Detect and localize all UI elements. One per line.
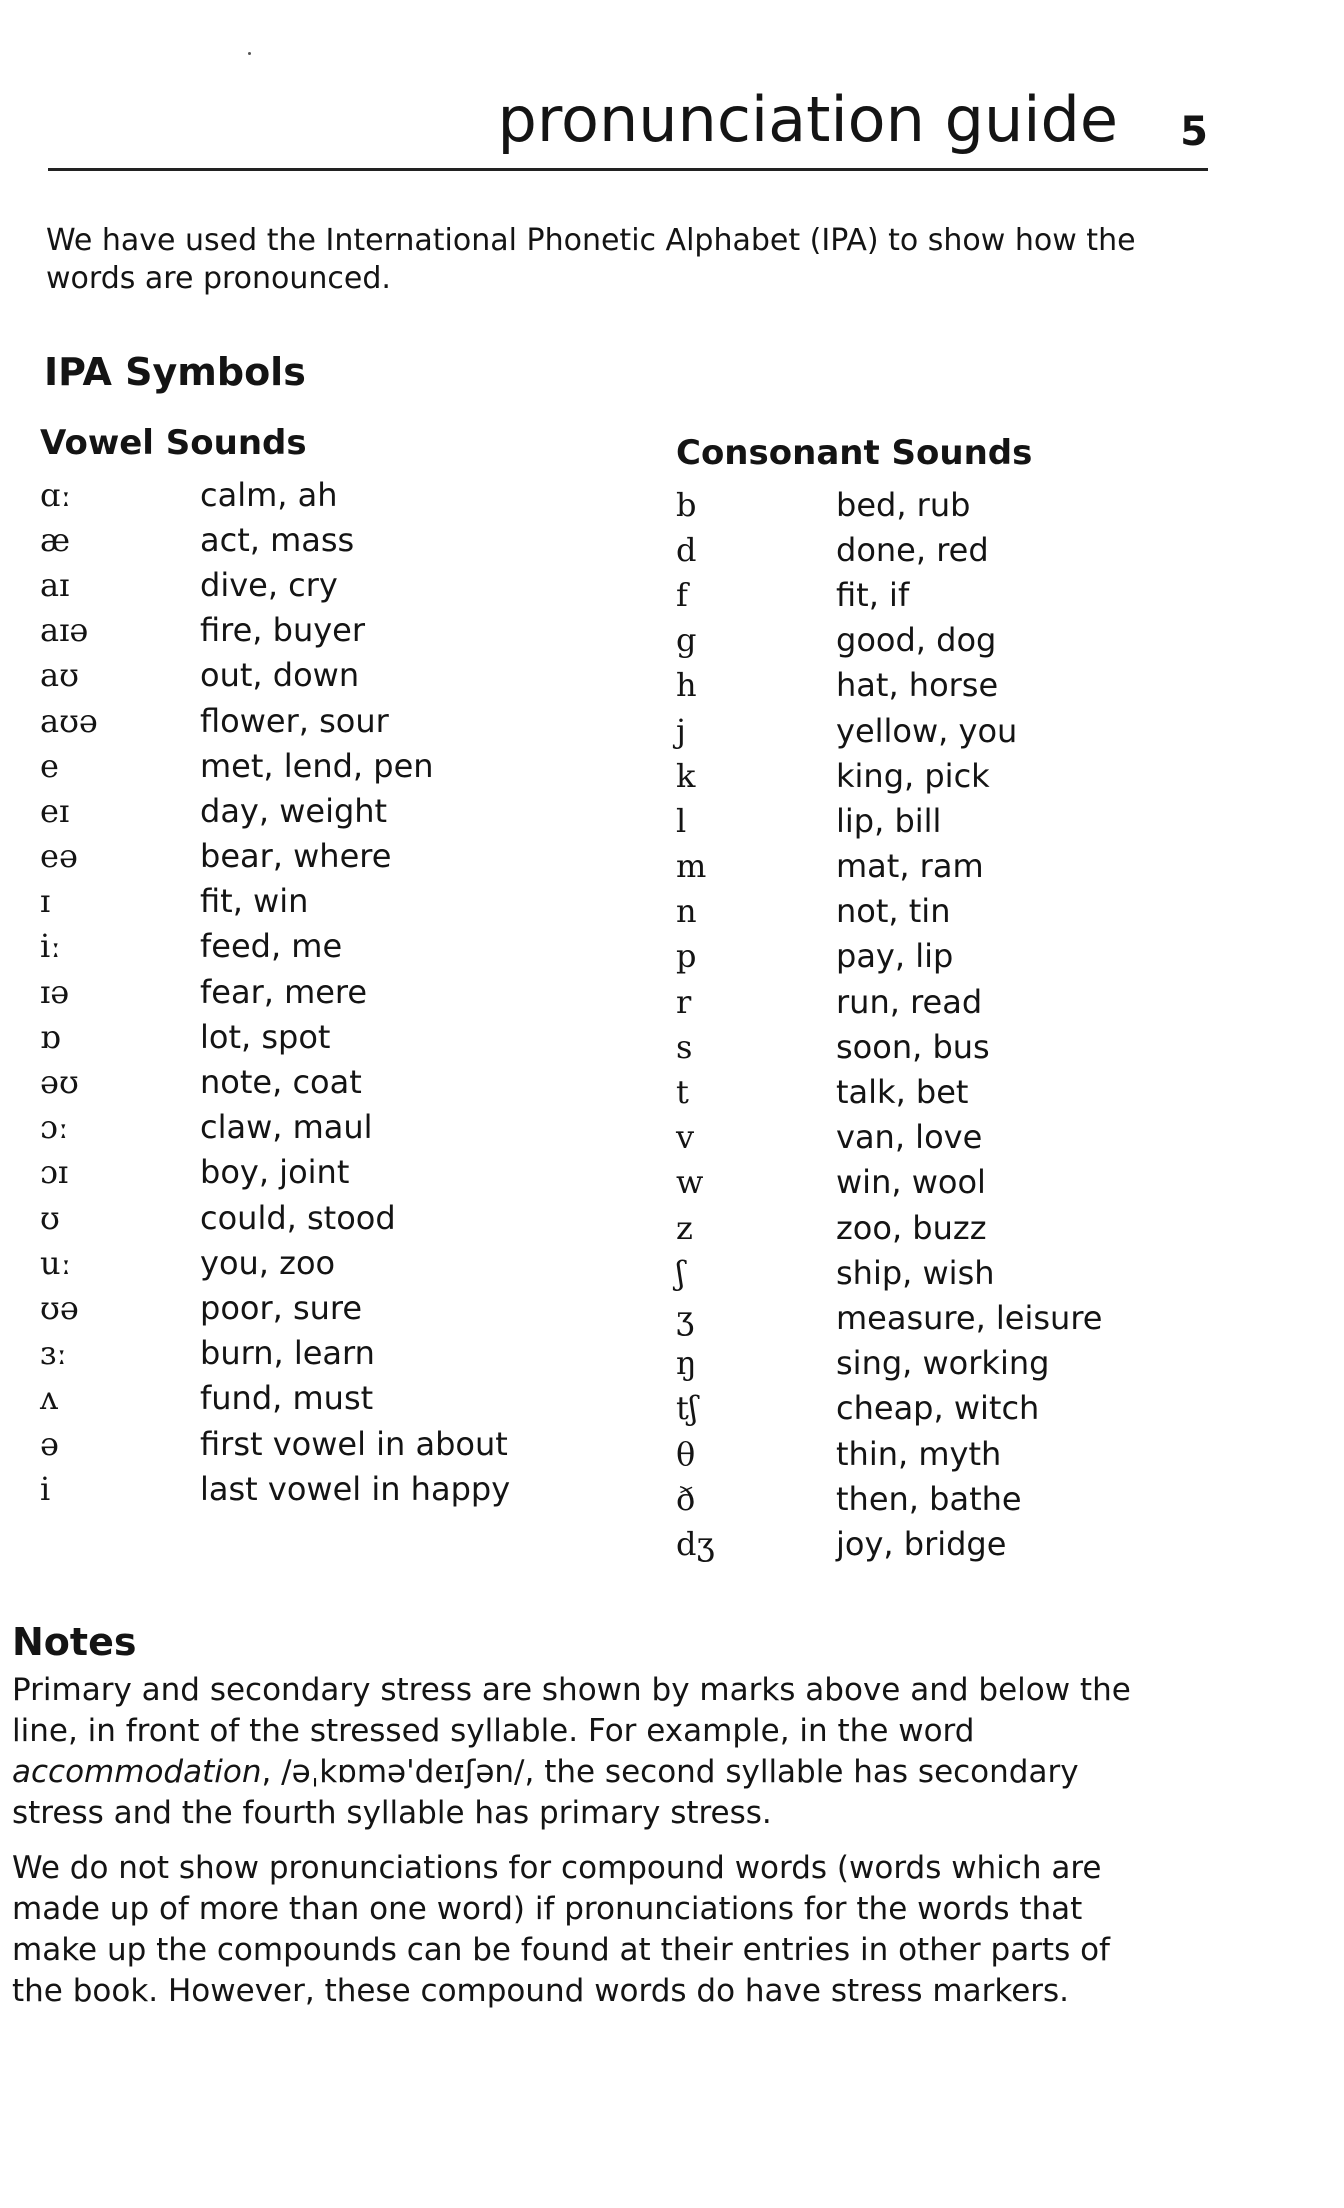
example-words: fear, mere xyxy=(200,972,368,1011)
ipa-row xyxy=(40,517,600,562)
example-words: bed, rub xyxy=(836,485,971,524)
ipa-row xyxy=(676,979,1236,1024)
notes-paragraph-compounds: We do not show pronunciations for compound words (words which are made up of more than one word) if pronunciations for the words that make up the compounds can be found at their entries in other parts of the book. However, these compound words do have stress markers. xyxy=(12,1850,1110,2009)
ipa-symbol: d xyxy=(676,530,697,569)
ipa-symbol: tʃ xyxy=(676,1389,698,1428)
ipa-symbol: uː xyxy=(40,1243,72,1282)
example-words: fire, buyer xyxy=(200,611,366,650)
example-words: hat, horse xyxy=(836,666,999,705)
example-words: lip, bill xyxy=(836,801,942,840)
example-word: accommodation xyxy=(12,1754,262,1790)
ipa-symbol: eə xyxy=(40,837,78,876)
ipa-row xyxy=(40,562,600,607)
ipa-symbol: aɪə xyxy=(40,611,89,650)
example-words: out, down xyxy=(200,656,360,695)
ipa-symbol: ɔɪ xyxy=(40,1153,69,1192)
example-words: burn, learn xyxy=(200,1334,375,1373)
example-words: calm, ah xyxy=(200,475,338,514)
ipa-symbol: z xyxy=(676,1208,693,1247)
ipa-symbol: t xyxy=(676,1073,689,1112)
ipa-row xyxy=(40,1240,600,1285)
ipa-symbol: əʊ xyxy=(40,1063,79,1102)
example-words: fit, if xyxy=(836,575,910,614)
example-words: feed, me xyxy=(200,927,343,966)
page-number: 5 xyxy=(1180,109,1208,155)
ipa-row xyxy=(40,1376,600,1421)
example-words: thin, myth xyxy=(836,1434,1002,1473)
example-words: ship, wish xyxy=(836,1253,995,1292)
example-words: yellow, you xyxy=(836,711,1018,750)
example-words: cheap, witch xyxy=(836,1389,1040,1428)
ipa-row xyxy=(676,1205,1236,1250)
ipa-symbol: ɒ xyxy=(40,1017,61,1056)
notes-title: Notes xyxy=(12,1620,137,1664)
ipa-row xyxy=(676,482,1236,527)
ipa-row xyxy=(676,1521,1236,1566)
example-words: talk, bet xyxy=(836,1073,969,1112)
example-words: then, bathe xyxy=(836,1479,1022,1518)
example-words: measure, leisure xyxy=(836,1298,1103,1337)
ipa-symbol: iː xyxy=(40,927,62,966)
notes-section xyxy=(12,1620,1152,2026)
ipa-symbol: æ xyxy=(40,520,71,559)
ipa-row xyxy=(676,527,1236,572)
example-words: claw, maul xyxy=(200,1108,373,1147)
example-words: sing, working xyxy=(836,1344,1050,1383)
ipa-symbol: ŋ xyxy=(676,1344,697,1383)
ipa-symbol: ʒ xyxy=(676,1298,695,1337)
ipa-symbol: l xyxy=(676,801,687,840)
intro-paragraph: We have used the International Phonetic Alphabet (IPA) to show how the words are pronounced. xyxy=(46,223,1136,296)
ipa-row xyxy=(40,1059,600,1104)
ipa-symbol: ɜː xyxy=(40,1334,68,1373)
ipa-row xyxy=(40,1014,600,1059)
ipa-row xyxy=(40,743,600,788)
example-words: bear, where xyxy=(200,837,392,876)
ipa-symbol: f xyxy=(676,575,688,614)
example-words: fit, win xyxy=(200,882,309,921)
ipa-row xyxy=(676,1024,1236,1069)
header-divider xyxy=(48,168,1208,171)
example-words: lot, spot xyxy=(200,1017,331,1056)
ipa-symbol: ʊə xyxy=(40,1288,79,1327)
example-words: could, stood xyxy=(200,1198,396,1237)
example-words: flower, sour xyxy=(200,701,389,740)
notes-text: , /əˌkɒmə'deɪʃən/, the second syllable has secondary stress and the fourth syllable has primary stress. xyxy=(12,1754,1079,1831)
ipa-symbol: ə xyxy=(40,1424,59,1463)
example-words: mat, ram xyxy=(836,847,984,886)
example-words: fund, must xyxy=(200,1379,374,1418)
ipa-symbol: dʒ xyxy=(676,1524,715,1563)
ipa-symbol: j xyxy=(676,711,686,750)
ipa-symbol: i xyxy=(40,1469,51,1508)
ipa-symbol: ɑː xyxy=(40,475,72,514)
ipa-row xyxy=(40,1466,600,1511)
ipa-row xyxy=(676,798,1236,843)
ipa-symbol: ʊ xyxy=(40,1198,60,1237)
ipa-symbol: e xyxy=(40,746,59,785)
ipa-row xyxy=(676,1431,1236,1476)
ipa-symbol: s xyxy=(676,1027,693,1066)
ipa-symbol: g xyxy=(676,621,697,660)
example-words: win, wool xyxy=(836,1163,986,1202)
example-words: joy, bridge xyxy=(836,1524,1007,1563)
vowel-sounds-column xyxy=(40,420,600,1511)
ipa-row xyxy=(40,969,600,1014)
ipa-symbol: ɪ xyxy=(40,882,51,921)
ipa-row xyxy=(40,1331,600,1376)
vowel-sounds-heading: Vowel Sounds xyxy=(40,423,307,463)
ipa-row xyxy=(676,1160,1236,1205)
ipa-row xyxy=(676,1386,1236,1431)
example-words: you, zoo xyxy=(200,1243,336,1282)
ipa-row xyxy=(40,1285,600,1330)
page-title: pronunciation guide xyxy=(497,83,1118,156)
section-title: IPA Symbols xyxy=(44,350,306,394)
example-words: boy, joint xyxy=(200,1153,350,1192)
ipa-row xyxy=(40,1150,600,1195)
ipa-symbol: b xyxy=(676,485,697,524)
ipa-symbol: k xyxy=(676,756,696,795)
example-words: last vowel in happy xyxy=(200,1469,511,1508)
ipa-row xyxy=(40,1105,600,1150)
ipa-row xyxy=(676,663,1236,708)
example-words: king, pick xyxy=(836,756,990,795)
ipa-symbol: w xyxy=(676,1163,704,1202)
ipa-row xyxy=(676,1295,1236,1340)
example-words: pay, lip xyxy=(836,937,954,976)
ipa-symbol: ð xyxy=(676,1479,696,1518)
notes-paragraph-stress xyxy=(12,1670,1152,1834)
ipa-row xyxy=(40,1195,600,1240)
ipa-symbol: ʃ xyxy=(676,1253,685,1292)
ipa-row xyxy=(676,753,1236,798)
ipa-row xyxy=(676,618,1236,663)
ipa-symbol: h xyxy=(676,666,697,705)
ipa-symbol: eɪ xyxy=(40,791,70,830)
ipa-row xyxy=(676,1341,1236,1386)
ipa-symbol: p xyxy=(676,937,697,976)
ipa-row xyxy=(40,834,600,879)
ipa-row xyxy=(676,708,1236,753)
example-words: poor, sure xyxy=(200,1288,363,1327)
example-words: not, tin xyxy=(836,892,951,931)
ipa-row xyxy=(40,653,600,698)
ipa-row xyxy=(40,879,600,924)
ipa-row xyxy=(40,608,600,653)
ipa-row xyxy=(40,1421,600,1466)
ipa-row xyxy=(676,572,1236,617)
ipa-symbol: v xyxy=(676,1118,695,1157)
stray-dot xyxy=(248,52,251,55)
ipa-row xyxy=(676,1115,1236,1160)
ipa-symbol: r xyxy=(676,982,692,1021)
ipa-symbol: aʊ xyxy=(40,656,79,695)
example-words: first vowel in about xyxy=(200,1424,508,1463)
ipa-row xyxy=(676,1069,1236,1114)
ipa-symbol: n xyxy=(676,892,697,931)
ipa-row xyxy=(40,788,600,833)
ipa-row xyxy=(40,698,600,743)
example-words: soon, bus xyxy=(836,1027,990,1066)
example-words: day, weight xyxy=(200,791,388,830)
example-words: dive, cry xyxy=(200,565,338,604)
example-words: van, love xyxy=(836,1118,983,1157)
example-words: note, coat xyxy=(200,1063,362,1102)
ipa-symbol: θ xyxy=(676,1434,696,1473)
example-words: zoo, buzz xyxy=(836,1208,987,1247)
ipa-symbol: aʊə xyxy=(40,701,98,740)
ipa-row xyxy=(40,472,600,517)
consonant-sounds-column xyxy=(676,430,1236,1567)
ipa-row xyxy=(40,924,600,969)
example-words: met, lend, pen xyxy=(200,746,434,785)
ipa-row xyxy=(676,1250,1236,1295)
ipa-symbol: aɪ xyxy=(40,565,70,604)
ipa-symbol: ʌ xyxy=(40,1379,59,1418)
page-header xyxy=(48,75,1208,175)
example-words: good, dog xyxy=(836,621,997,660)
ipa-row xyxy=(676,889,1236,934)
vowel-sounds-list xyxy=(40,472,600,1511)
notes-text: Primary and secondary stress are shown by marks above and below the line, in front of the stressed syllable. For example, in the word xyxy=(12,1672,1131,1749)
ipa-row xyxy=(676,934,1236,979)
consonant-sounds-list xyxy=(676,482,1236,1567)
ipa-symbol: m xyxy=(676,847,707,886)
ipa-row xyxy=(676,1476,1236,1521)
ipa-symbol: ɪə xyxy=(40,972,70,1011)
example-words: done, red xyxy=(836,530,989,569)
ipa-row xyxy=(676,844,1236,889)
consonant-sounds-heading: Consonant Sounds xyxy=(676,433,1033,473)
ipa-symbol: ɔː xyxy=(40,1108,69,1147)
example-words: run, read xyxy=(836,982,983,1021)
example-words: act, mass xyxy=(200,520,355,559)
